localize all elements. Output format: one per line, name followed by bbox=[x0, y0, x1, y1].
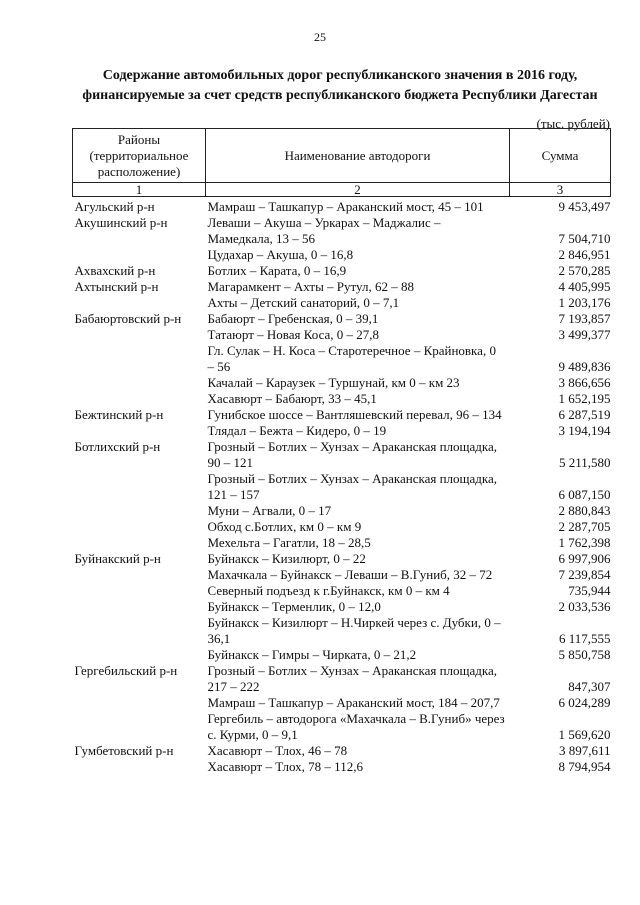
amount-cell: 7 239,854 bbox=[558, 567, 611, 582]
road-name-cell: Цудахар – Акуша, 0 – 16,8 bbox=[207, 247, 354, 262]
road-name-cell: Северный подъезд к г.Буйнакск, км 0 – км 4 bbox=[207, 583, 450, 598]
road-name-cell: Магарамкент – Ахты – Рутул, 62 – 88 bbox=[207, 279, 414, 294]
district-cell bbox=[73, 423, 206, 439]
amount-cell: 2 570,285 bbox=[558, 263, 611, 278]
amount-cell: 6 997,906 bbox=[558, 551, 611, 566]
table-row bbox=[73, 327, 611, 343]
district-cell bbox=[73, 295, 206, 311]
road-name-cell: Бабаюрт – Гребенская, 0 – 39,1 bbox=[207, 311, 379, 326]
amount-cell: 6 287,519 bbox=[558, 407, 611, 422]
table-row bbox=[73, 535, 611, 551]
district-cell bbox=[73, 535, 206, 551]
table-row bbox=[73, 647, 611, 663]
table-row bbox=[73, 263, 611, 279]
district-cell bbox=[73, 599, 206, 615]
amount-cell: 5 850,758 bbox=[558, 647, 611, 662]
header-district: Районы (территориальное расположение) bbox=[73, 129, 206, 183]
district-cell: Гергебильский р-н bbox=[74, 663, 178, 678]
page-number: 25 bbox=[314, 30, 326, 44]
table-row bbox=[73, 439, 611, 471]
amount-cell: 7 193,857 bbox=[558, 311, 611, 326]
units-label: (тыс. рублей) bbox=[536, 116, 610, 131]
table-row bbox=[73, 567, 611, 583]
district-cell bbox=[73, 583, 206, 599]
road-name-cell: Качалай – Караузек – Туршунай, км 0 – км 23 bbox=[207, 375, 460, 390]
amount-cell: 2 033,536 bbox=[558, 599, 611, 614]
district-cell bbox=[73, 567, 206, 583]
column-number: 1 bbox=[73, 183, 206, 197]
road-name-cell: Татаюрт – Новая Коса, 0 – 27,8 bbox=[207, 327, 380, 342]
district-cell bbox=[73, 615, 206, 647]
district-cell bbox=[73, 375, 206, 391]
road-name-cell: Муни – Агвали, 0 – 17 bbox=[207, 503, 332, 518]
table-row bbox=[73, 711, 611, 743]
table-row bbox=[73, 759, 611, 775]
header-road: Наименование автодороги bbox=[206, 129, 510, 183]
road-name-cell: Грозный – Ботлих – Хунзах – Араканская площадка, 121 – 157 bbox=[207, 471, 498, 502]
road-name-cell: Гунибское шоссе – Вантляшевский перевал, 96 – 134 bbox=[207, 407, 502, 422]
road-name-cell: Махачкала – Буйнакск – Леваши – В.Гуниб, 32 – 72 bbox=[207, 567, 493, 582]
road-name-cell: Хасавюрт – Тлох, 78 – 112,6 bbox=[207, 759, 363, 774]
road-name-cell: Буйнакск – Кизилюрт, 0 – 22 bbox=[207, 551, 366, 566]
column-number: 2 bbox=[206, 183, 510, 197]
amount-cell: 6 087,150 bbox=[558, 487, 611, 502]
amount-cell: 1 569,620 bbox=[558, 727, 611, 742]
district-cell: Бежтинский р-н bbox=[74, 407, 164, 422]
road-name-cell: Гергебиль – автодорога «Махачкала – В.Гуниб» через с. Курми, 0 – 9,1 bbox=[207, 711, 505, 742]
column-number-row bbox=[73, 183, 611, 197]
district-cell bbox=[73, 391, 206, 407]
table-row bbox=[73, 375, 611, 391]
road-name-cell: Мехельта – Гагатли, 18 – 28,5 bbox=[207, 535, 371, 550]
district-cell bbox=[73, 343, 206, 375]
district-cell: Ахтынский р-н bbox=[74, 279, 159, 294]
table-body bbox=[73, 197, 611, 776]
district-cell bbox=[73, 503, 206, 519]
roads-table bbox=[72, 128, 611, 775]
road-name-cell: Мамраш – Ташкапур – Араканский мост, 184 – 207,7 bbox=[207, 695, 500, 710]
amount-cell: 735,944 bbox=[568, 583, 611, 598]
road-name-cell: Обход с.Ботлих, км 0 – км 9 bbox=[207, 519, 362, 534]
table-row bbox=[73, 695, 611, 711]
road-name-cell: Грозный – Ботлих – Хунзах – Араканская площадка, 217 – 222 bbox=[207, 663, 498, 694]
document-title bbox=[70, 66, 610, 106]
amount-cell: 7 504,710 bbox=[558, 231, 611, 246]
table-row bbox=[73, 503, 611, 519]
district-cell: Акушинский р-н bbox=[74, 215, 168, 230]
column-number: 3 bbox=[510, 183, 611, 197]
table-row bbox=[73, 471, 611, 503]
table-row bbox=[73, 743, 611, 759]
amount-cell: 9 489,836 bbox=[558, 359, 611, 374]
district-cell bbox=[73, 647, 206, 663]
road-name-cell: Леваши – Акуша – Уркарах – Маджалис – Мамедкала, 13 – 56 bbox=[207, 215, 441, 246]
district-cell bbox=[73, 519, 206, 535]
road-name-cell: Буйнакск – Кизилюрт – Н.Чиркей через с. Дубки, 0 – 36,1 bbox=[207, 615, 501, 646]
table-header-row bbox=[73, 129, 611, 183]
district-cell: Гумбетовский р-н bbox=[74, 743, 174, 758]
amount-cell: 1 762,398 bbox=[558, 535, 611, 550]
amount-cell: 1 203,176 bbox=[558, 295, 611, 310]
table-row bbox=[73, 343, 611, 375]
road-name-cell: Тлядал – Бежта – Кидеро, 0 – 19 bbox=[207, 423, 387, 438]
road-name-cell: Гл. Сулак – Н. Коса – Старотеречное – Крайновка, 0 – 56 bbox=[207, 343, 496, 374]
district-cell bbox=[73, 471, 206, 503]
road-name-cell: Ботлих – Карата, 0 – 16,9 bbox=[207, 263, 347, 278]
table-row bbox=[73, 599, 611, 615]
district-cell: Ахвахский р-н bbox=[74, 263, 156, 278]
table-row bbox=[73, 407, 611, 423]
district-cell bbox=[73, 695, 206, 711]
amount-cell: 2 846,951 bbox=[558, 247, 611, 262]
amount-cell: 2 880,843 bbox=[558, 503, 611, 518]
road-name-cell: Хасавюрт – Тлох, 46 – 78 bbox=[207, 743, 348, 758]
table-row bbox=[73, 197, 611, 216]
district-cell bbox=[73, 327, 206, 343]
header-amount: Сумма bbox=[510, 129, 611, 183]
table-row bbox=[73, 247, 611, 263]
amount-cell: 3 499,377 bbox=[558, 327, 611, 342]
district-cell bbox=[73, 711, 206, 743]
district-cell: Бабаюртовский р-н bbox=[74, 311, 182, 326]
road-name-cell: Ахты – Детский санаторий, 0 – 7,1 bbox=[207, 295, 400, 310]
table-row bbox=[73, 615, 611, 647]
amount-cell: 847,307 bbox=[568, 679, 611, 694]
amount-cell: 4 405,995 bbox=[558, 279, 611, 294]
amount-cell: 3 866,656 bbox=[558, 375, 611, 390]
title-line-2: финансируемые за счет средств республиканского бюджета Республики Дагестан bbox=[82, 88, 598, 103]
amount-cell: 2 287,705 bbox=[558, 519, 611, 534]
amount-cell: 3 897,611 bbox=[558, 743, 611, 758]
title-line-1: Содержание автомобильных дорог республиканского значения в 2016 году, bbox=[102, 68, 578, 83]
amount-cell: 8 794,954 bbox=[558, 759, 611, 774]
amount-cell: 6 024,289 bbox=[558, 695, 611, 710]
table-row bbox=[73, 423, 611, 439]
amount-cell: 5 211,580 bbox=[558, 455, 611, 470]
road-name-cell: Буйнакск – Гимры – Чирката, 0 – 21,2 bbox=[207, 647, 417, 662]
road-name-cell: Грозный – Ботлих – Хунзах – Араканская площадка, 90 – 121 bbox=[207, 439, 498, 470]
table-row bbox=[73, 391, 611, 407]
table-row bbox=[73, 279, 611, 295]
road-name-cell: Мамраш – Ташкапур – Араканский мост, 45 – 101 bbox=[207, 199, 484, 214]
table-row bbox=[73, 519, 611, 535]
amount-cell: 3 194,194 bbox=[558, 423, 611, 438]
district-cell: Буйнакский р-н bbox=[74, 551, 161, 566]
table-row bbox=[73, 311, 611, 327]
road-name-cell: Буйнакск – Терменлик, 0 – 12,0 bbox=[207, 599, 381, 614]
district-cell bbox=[73, 247, 206, 263]
road-name-cell: Хасавюрт – Бабаюрт, 33 – 45,1 bbox=[207, 391, 377, 406]
district-cell: Агульский р-н bbox=[74, 199, 155, 214]
amount-cell: 9 453,497 bbox=[558, 199, 611, 214]
amount-cell: 6 117,555 bbox=[558, 631, 611, 646]
district-cell bbox=[73, 759, 206, 775]
district-cell: Ботлихский р-н bbox=[74, 439, 161, 454]
table-row bbox=[73, 295, 611, 311]
table-row bbox=[73, 583, 611, 599]
amount-cell: 1 652,195 bbox=[558, 391, 611, 406]
table-row bbox=[73, 663, 611, 695]
table-row bbox=[73, 215, 611, 247]
table-row bbox=[73, 551, 611, 567]
